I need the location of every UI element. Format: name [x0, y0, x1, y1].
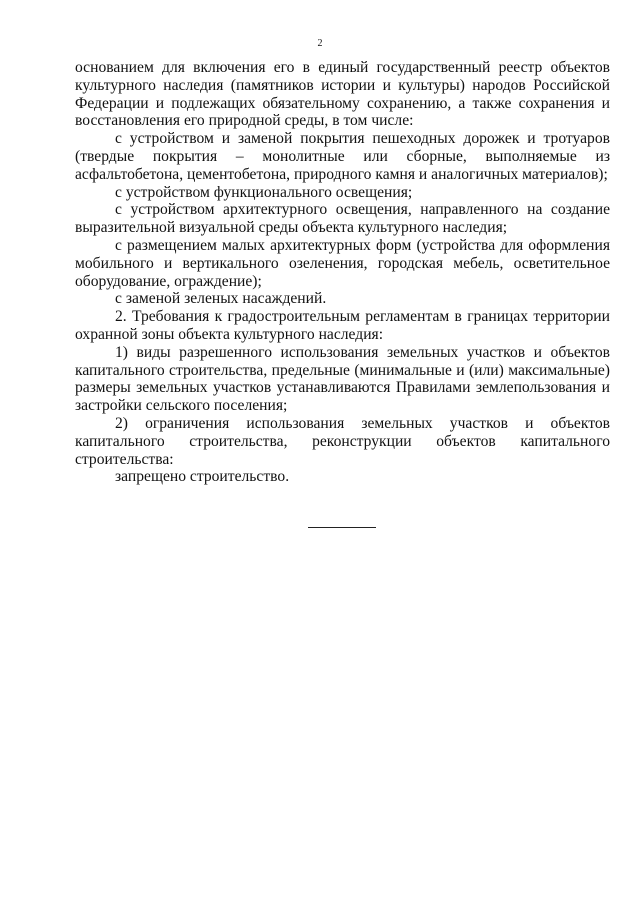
paragraph-item-architectural-lighting: с устройством архитектурного освещения, направленного на создание выразительной визуальной среды объекта культурного наследия; [75, 201, 610, 237]
page-number: 2 [317, 38, 323, 49]
paragraph-item-small-architectural-forms: с размещением малых архитектурных форм (устройства для оформления мобильного и вертикального озеленения, городская мебель, осветительное оборудование, ограждение); [75, 236, 610, 290]
paragraph-item-functional-lighting: с устройством функционального освещения; [115, 183, 413, 201]
paragraph-subsection-1: 1) виды разрешенного использования земельных участков и объектов капитального строительства, предельные (минимальные и (или) максимальные) размеры земельных участков устанавливаются Правилами землепользования и застройки сельского поселения; [75, 343, 610, 415]
paragraph-continuation: основанием для включения его в единый государственный реестр объектов культурного наследия (памятников истории и культуры) народов Российской Федерации и подлежащих обязательному сохранению, а также сохранения и восстановления его природной среды, в том числе: [75, 59, 610, 130]
end-divider [308, 527, 376, 528]
paragraph-item-green-plantings: с заменой зеленых насаждений. [115, 290, 327, 308]
paragraph-section-2: 2. Требования к градостроительным регламентам в границах территории охранной зоны объекта культурного наследия: [75, 308, 610, 343]
paragraph-subsection-2: 2) ограничения использования земельных участков и объектов капитального строительства, реконструкции объектов капитального строительства: [75, 414, 610, 468]
paragraph-item-pavement: с устройством и заменой покрытия пешеходных дорожек и тротуаров (твердые покрытия – монолитные или сборные, выполняемые из асфальтобетона, цементобетона, природного камня и аналогичных материалов); [75, 130, 610, 183]
paragraph-construction-prohibited: запрещено строительство. [115, 468, 290, 486]
document-body [75, 59, 610, 486]
